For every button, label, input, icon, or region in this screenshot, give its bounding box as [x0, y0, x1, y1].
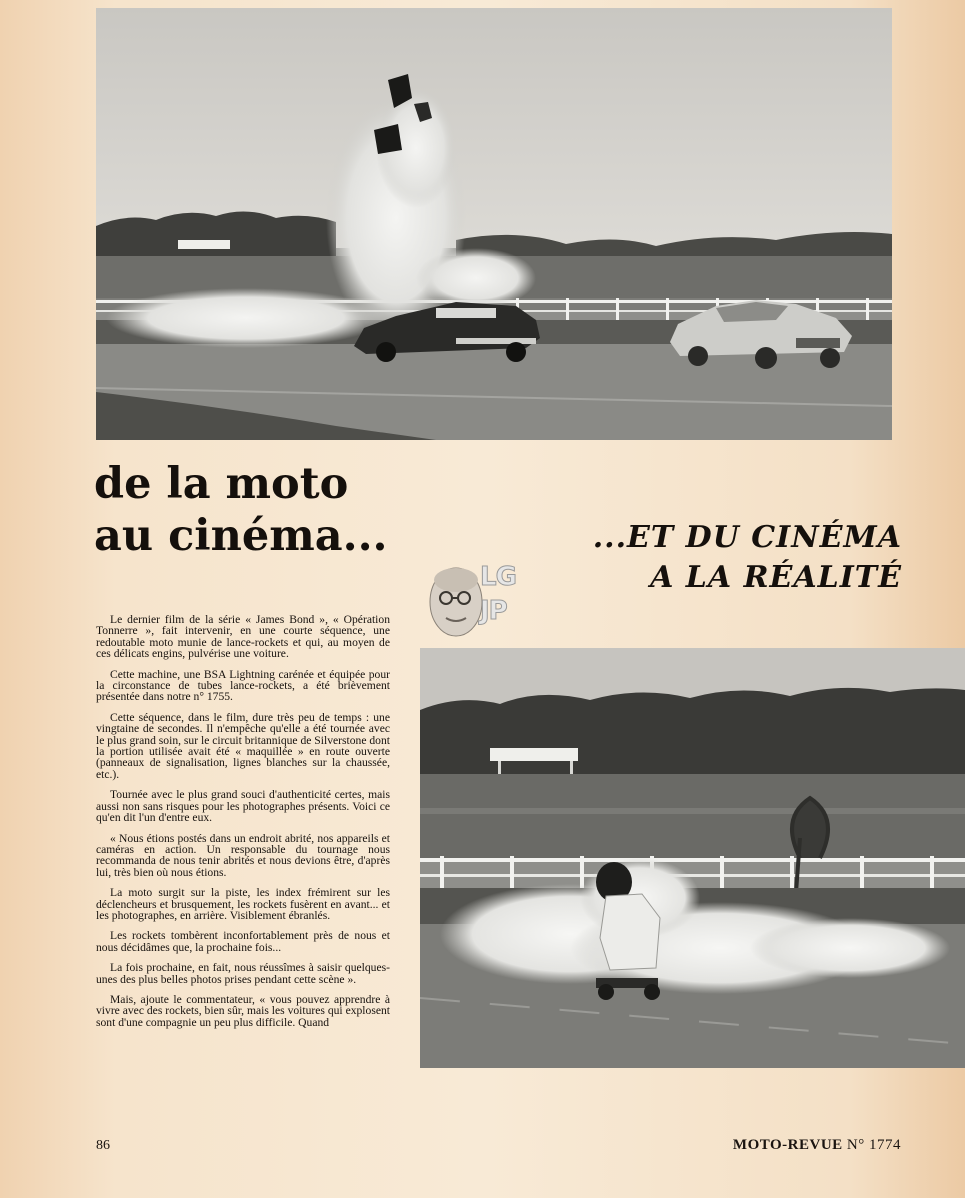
article-paragraph: Cette machine, une BSA Lightning carénée et équipée pour la circonstance de tubes lance-rockets, a été brièvement présentée dans notre n° 1755. — [96, 667, 390, 704]
magazine-masthead — [733, 1137, 901, 1154]
headline-right-line-1: ...ET DU CINÉMA — [592, 520, 902, 555]
article-paragraph: « Nous étions postés dans un endroit abrité, nos appareils et caméras en action. Un responsable du tournage nous recommanda de nous tenir abrités et nous devions être, d'après lui, très bien où nous étions. — [96, 831, 390, 879]
headline-right-line-2: A LA RÉALITÉ — [650, 560, 902, 595]
photo-motorcycle-rockets — [420, 648, 965, 1068]
article-paragraph: La moto surgit sur la piste, les index frémirent sur les déclencheurs et brusquement, les rockets fusèrent en avant... et les photographes, en arrière. Visiblement ébranlés. — [96, 886, 390, 922]
magazine-name: MOTO-REVUE — [732, 1137, 843, 1153]
headline-left-line-1: de la moto — [94, 459, 349, 509]
page-number: 86 — [96, 1138, 110, 1153]
photo-motorcycle-rockets-image — [420, 648, 965, 1068]
article-body — [96, 614, 390, 1037]
stamp-text-jp: JP — [480, 596, 507, 626]
photo-car-explosion-image — [96, 8, 892, 440]
headline-left — [94, 458, 434, 562]
article-paragraph: La fois prochaine, en fait, nous réussîmes à saisir quelques-unes des plus belles photos prises pendant cette scène ». — [96, 961, 390, 986]
article-paragraph: Tournée avec le plus grand souci d'authenticité certes, mais aussi non sans risques pour les photographes présents. Voici ce qu'en dit l'un d'entre eux. — [96, 788, 390, 825]
headline-left-line-2: au cinéma... — [94, 511, 388, 561]
photo-car-explosion — [96, 8, 892, 440]
article-paragraph: Le dernier film de la série « James Bond », « Opération Tonnerre », fait intervenir, en une courte séquence, une redoutable moto munie de lance-rockets et qui, au moyen de ces délicats engins, pulvérise une voiture. — [96, 613, 390, 661]
headline-right — [560, 518, 902, 598]
article-paragraph: Cette séquence, dans le film, dure très peu de temps : une vingtaine de secondes. Il n'empêche qu'elle a été tournée avec le plus grand soin, sur le circuit britannique de Silverstone dont la portion utilisée avait été « maquillée » en route ouverte (panneaux de signalisation, lignes blanches sur la chaussée, etc.). — [96, 710, 390, 781]
issue-number: N° 1774 — [846, 1137, 901, 1153]
article-paragraph: Mais, ajoute le commentateur, « vous pouvez apprendre à vivre avec des rockets, bien sûr, mais les voitures qui explosent sont d'une compagnie un peu plus difficile. Quand — [96, 992, 390, 1029]
article-paragraph: Les rockets tombèrent inconfortablement près de nous et nous décidâmes que, la prochaine fois... — [96, 929, 390, 954]
stamp-text-lg: LG — [480, 562, 516, 592]
